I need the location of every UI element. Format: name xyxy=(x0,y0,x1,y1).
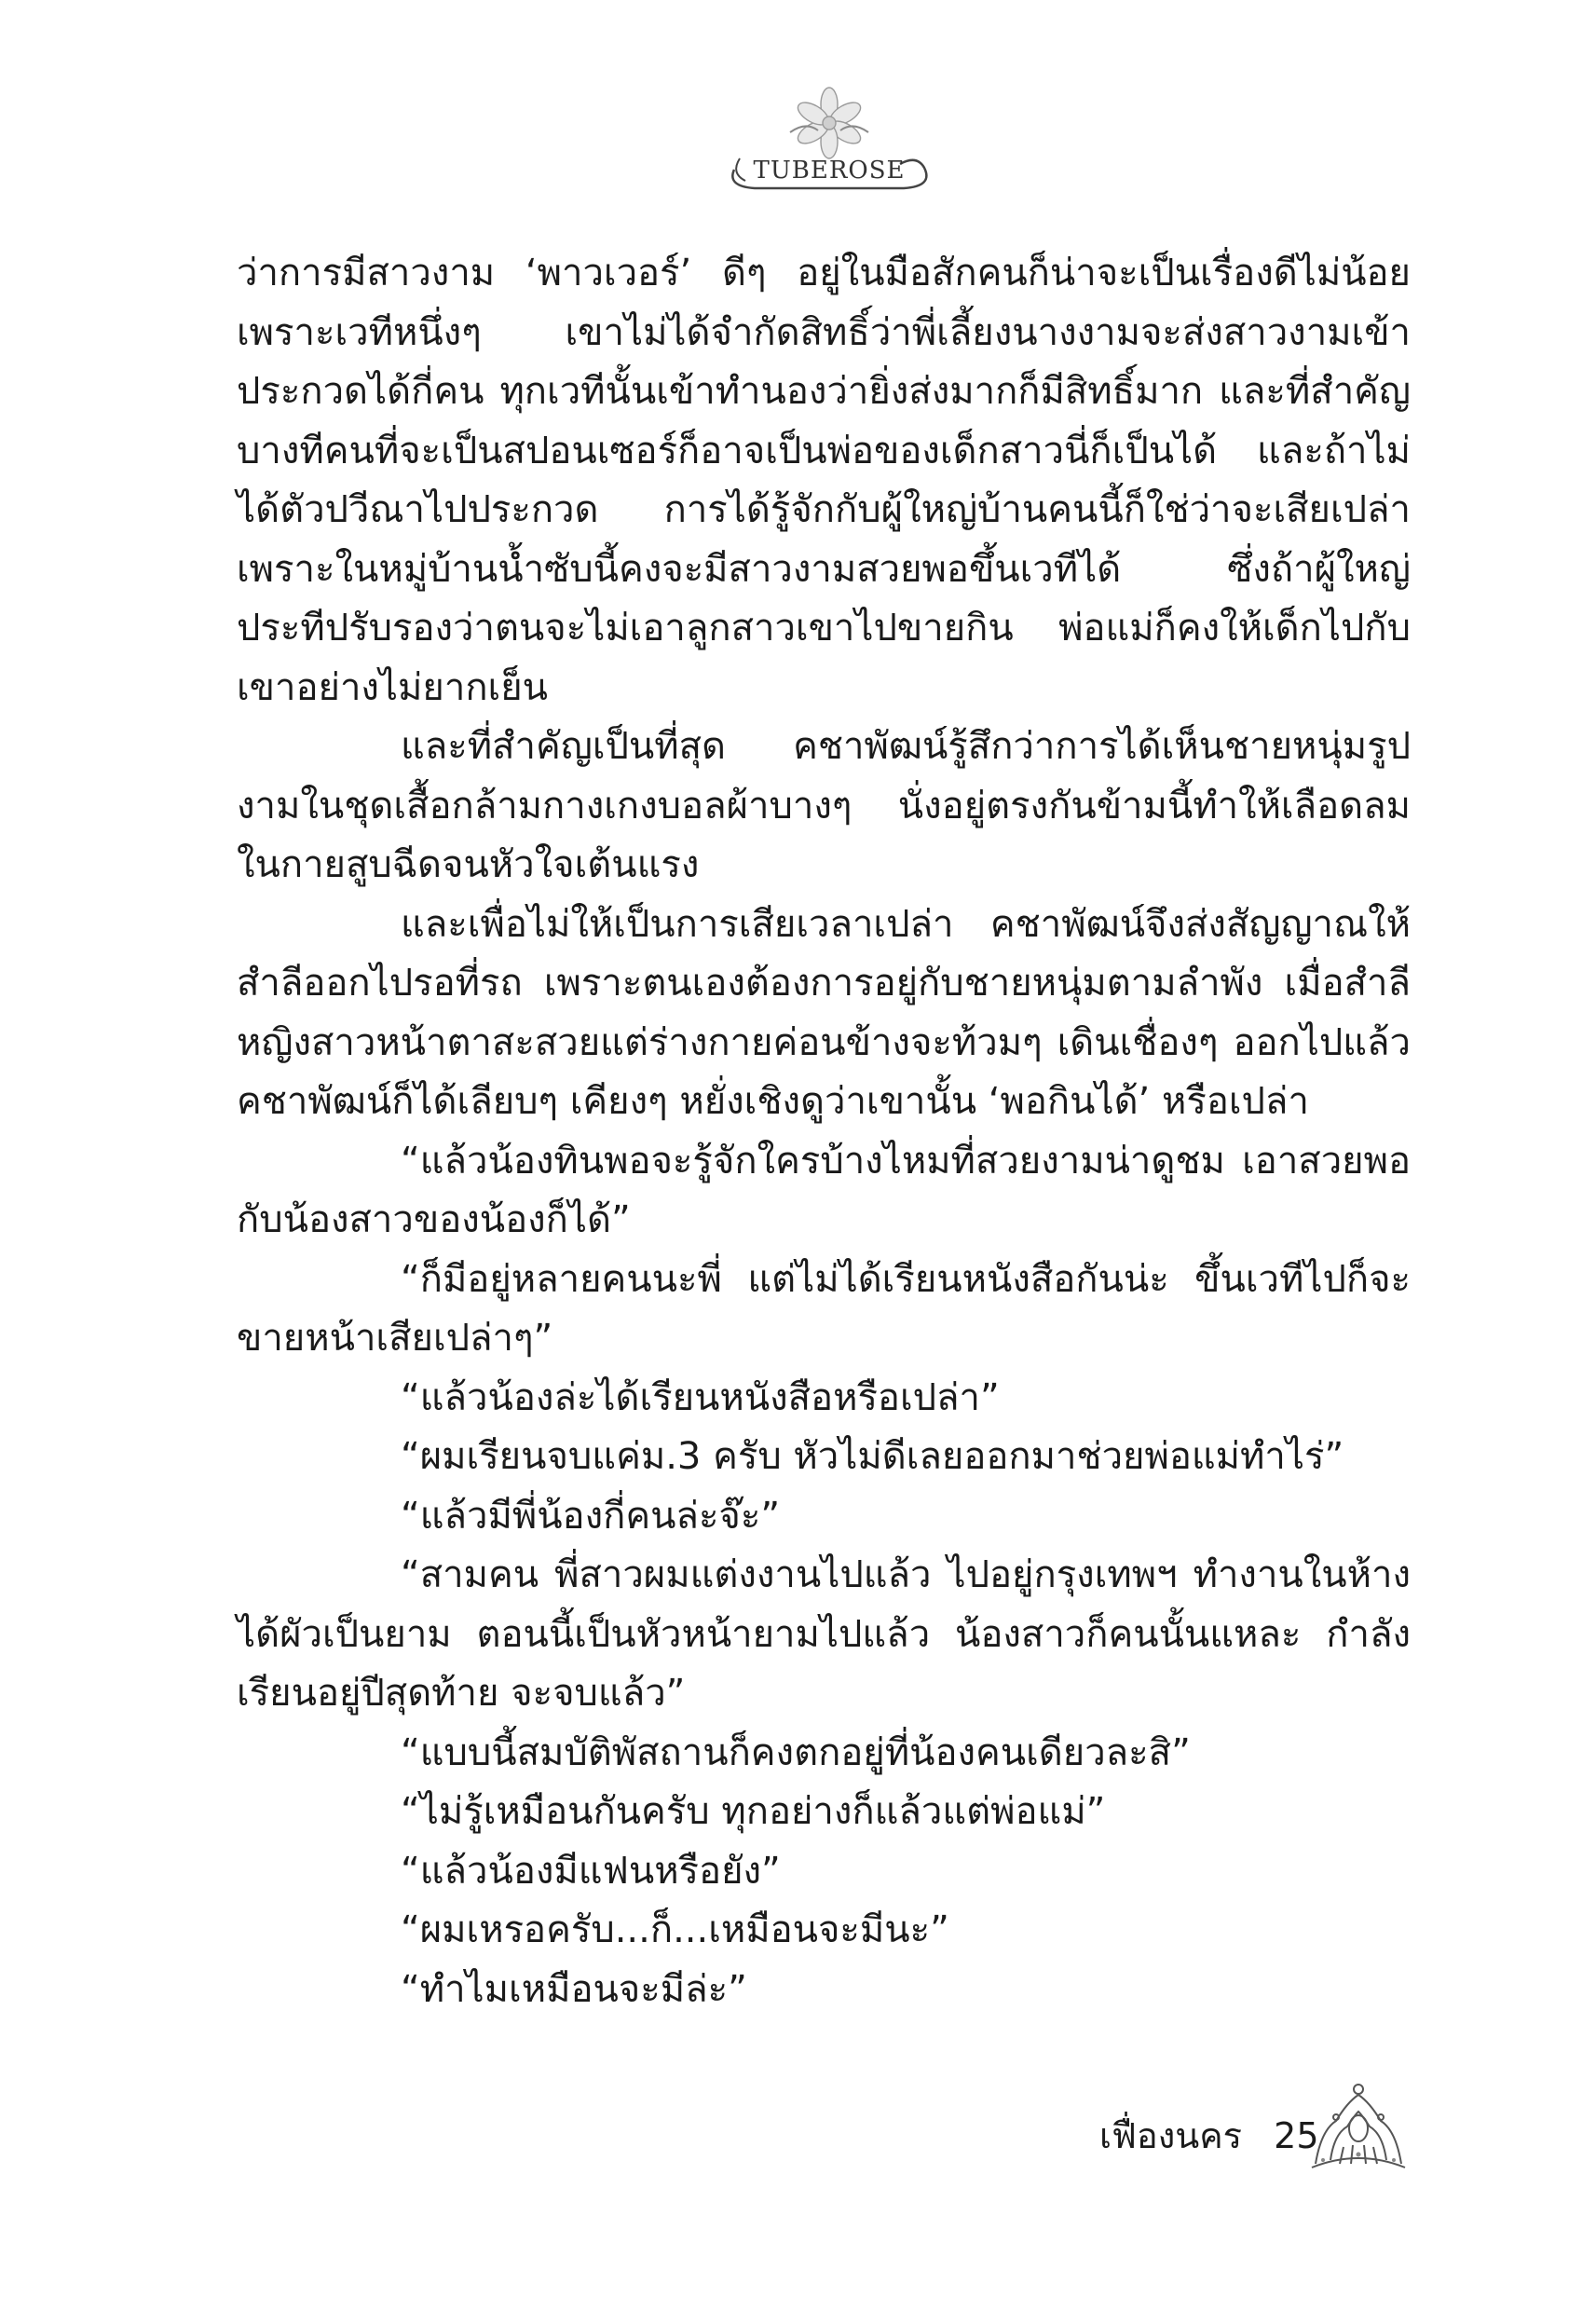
dialogue-line: “แล้วน้องทินพอจะรู้จักใครบ้างไหมที่สวยงามน่าดูชม เอาสวยพอกับน้องสาวของน้องก็ได้” xyxy=(237,1139,1411,1241)
book-title: เฟื่องนคร xyxy=(1099,2115,1243,2156)
dialogue-line: “ก็มีอยู่หลายคนนะพี่ แต่ไม่ได้เรียนหนังสือกันน่ะ ขึ้นเวทีไปก็จะขายหน้าเสียเปล่าๆ” xyxy=(237,1257,1411,1360)
header-logo xyxy=(717,84,941,205)
page-footer xyxy=(1099,2113,1323,2158)
page-body xyxy=(237,244,1411,2019)
logo-text: TUBEROSE xyxy=(753,157,906,185)
paragraph: และที่สำคัญเป็นที่สุด คชาพัฒน์รู้สึกว่าการได้เห็นชายหนุ่มรูปงามในชุดเสื้อกล้ามกางเกงบอลผ้าบางๆ นั่งอยู่ตรงกันข้ามนี้ทำให้เลือดลมในกายสูบฉีดจนหัวใจเต้นแรง xyxy=(237,725,1411,886)
dialogue-line: “ผมเหรอครับ...ก็...เหมือนจะมีนะ” xyxy=(401,1908,949,1951)
dialogue-line: “ทำไมเหมือนจะมีล่ะ” xyxy=(401,1967,747,2011)
dialogue-line: “ไม่รู้เหมือนกันครับ ทุกอย่างก็แล้วแต่พ่อแม่” xyxy=(401,1790,1106,1833)
crown-icon xyxy=(1303,2074,1414,2186)
dialogue-line: “แล้วน้องมีแฟนหรือยัง” xyxy=(401,1849,781,1893)
page-number: 25 xyxy=(1274,2115,1319,2156)
dialogue-line: “สามคน พี่สาวผมแต่งงานไปแล้ว ไปอยู่กรุงเทพฯ ทำงานในห้างได้ผัวเป็นยาม ตอนนี้เป็นหัวหน้ายามไปแล้ว น้องสาวก็คนนั้นแหละ กำลังเรียนอยู่ปีสุดท้าย จะจบแล้ว” xyxy=(237,1553,1411,1715)
dialogue-line: “ผมเรียนจบแค่ม.3 ครับ หัวไม่ดีเลยออกมาช่วยพ่อแม่ทำไร่” xyxy=(401,1435,1344,1478)
dialogue-line: “แล้วน้องล่ะได้เรียนหนังสือหรือเปล่า” xyxy=(401,1375,1000,1419)
paragraph: และเพื่อไม่ให้เป็นการเสียเวลาเปล่า คชาพัฒน์จึงส่งสัญญาณให้สำลีออกไปรอที่รถ เพราะตนเองต้องการอยู่กับชายหนุ่มตามลำพัง เมื่อสำลีหญิงสาวหน้าตาสะสวยแต่ร่างกายค่อนข้างจะท้วมๆ เดินเชื่องๆ ออกไปแล้ว คชาพัฒน์ก็ได้เลียบๆ เคียงๆ หยั่งเชิงดูว่าเขานั้น ‘พอกินได้’ หรือเปล่า xyxy=(237,902,1411,1123)
paragraph: ว่าการมีสาวงาม ‘พาวเวอร์’ ดีๆ อยู่ในมือสักคนก็น่าจะเป็นเรื่องดีไม่น้อย เพราะเวทีหนึ่งๆ เขาไม่ได้จำกัดสิทธิ์ว่าพี่เลี้ยงนางงามจะส่งสาวงามเข้าประกวดได้กี่คน ทุกเวทีนั้นเข้าทำนองว่ายิ่งส่งมากก็มีสิทธิ์มาก และที่สำคัญ บางทีคนที่จะเป็นสปอนเซอร์ก็อาจเป็นพ่อของเด็กสาวนี่ก็เป็นได้ และถ้าไม่ได้ตัวปวีณาไปประกวด การได้รู้จักกับผู้ใหญ่บ้านคนนี้ก็ใช่ว่าจะเสียเปล่า เพราะในหมู่บ้านน้ำซับนี้คงจะมีสาวงามสวยพอขึ้นเวทีได้ ซึ่งถ้าผู้ใหญ่ประทีปรับรองว่าตนจะไม่เอาลูกสาวเขาไปขายกิน พ่อแม่ก็คงให้เด็กไปกับเขาอย่างไม่ยากเย็น xyxy=(237,252,1411,709)
dialogue-line: “แบบนี้สมบัติพัสถานก็คงตกอยู่ที่น้องคนเดียวละสิ” xyxy=(401,1730,1191,1774)
tuberose-flower-icon xyxy=(717,84,941,205)
dialogue-line: “แล้วมีพี่น้องกี่คนล่ะจ๊ะ” xyxy=(401,1494,781,1538)
